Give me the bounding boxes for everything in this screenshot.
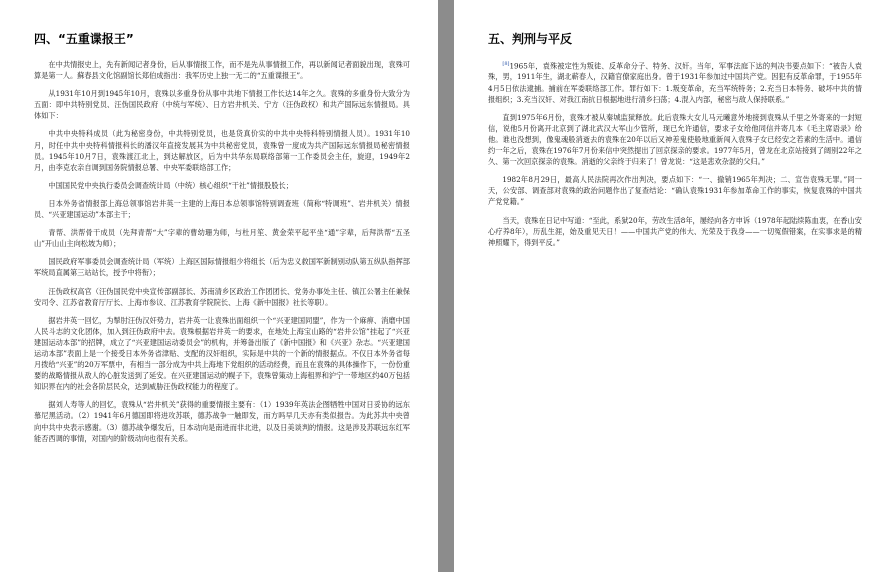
paragraph: 据岩井英一回忆，为掣肘汪伪汉奸势力，岩井英一让袁殊出面组织一个“兴亚建国同盟”，作为一个麻痹、消磨中国人民斗志的文化团体，加入到汪伪政府中去。袁殊根据岩井英一的要求，在地处上海宝山路的“岩井公馆”挂起了“兴亚建国运动本部”的招牌，成立了“兴亚建国运动委员会”的机构，并筹备出版了《新中国报》和《兴亚》杂志。“兴亚建国运动本部”表面上是一个接受日本外务省津贴、支配的汉奸组织，实际是中共的一个新的情报据点。不仅日本外务省每月拨给“兴亚”的20万军票中，有相当一部分成为中共上海地下党组织的活动经费，而且在袁殊的具体操作下，一份份重要的战略情报从敌人的心脏发送到了延安。在兴亚建国运动的幌子下，袁殊曾策动上海租界和沪宁一带地区约40万包括知识界在内的社会各阶层民众，达到威胁汪伪政权能力的程度了。 [34, 315, 410, 392]
reference-link[interactable]: [8] [502, 61, 510, 67]
paragraph: 1982年8月29日，最高人民法院再次作出判决，要点如下：“一、撤销1965年判决；二、宣告袁殊无罪。”同一天，公安部、调查部对袁殊的政治问题作出了复查结论：“确认袁殊1931年参加革命工作的事实，恢复袁殊的中国共产党党籍。” [488, 175, 862, 207]
paragraph [488, 59, 862, 105]
right-page [454, 0, 892, 572]
paragraph: 青帮、洪帮骨干成员（先拜青帮“大”字辈的曹幼珊为师，与杜月笙、黄金荣平起平坐“通”字辈，后拜洪帮“五圣山”开山山主向松坡为师）； [34, 228, 410, 249]
paragraph: 中共中央特科成员（此为秘密身份，中共特别党员，也是货真价实的中共中央特科特别情报人员）。1931年10月，时任中共中央特科情报科长的潘汉年直接发展其为中共秘密党员，袁殊曾一度成为共产国际远东情报局秘密情报员。1945年10月7日，袁殊渡江北上，到达解放区，后为中共华东局联络部第一工作委员会主任，旋迎，1949年2月，由李克农亲自调到国务院情报总署、中央军委联络部工作； [34, 129, 410, 172]
paragraph-text: 1965年，袁殊被定性为叛徒、反革命分子、特务、汉奸。当年，军事法庭下达的判决书要点如下：“被告人袁殊，男，1911年生，湖北蕲春人，汉籍官僚家庭出身。曾于1931年参加过中国共产党。因犯有反革命罪，于1955年4月5日依法逮捕。捕前在军委联络部工作。罪行如下：1.叛变革命，充当军统特务；2.充当日本特务、破坏中共的情报组织；3.充当汉奸、对我江南抗日根据地进行清乡扫荡；4.混入内部，秘密与敌人保持联系。” [488, 61, 862, 104]
paragraph: 当天，袁殊在日记中写道：“至此，系狱20年，劳改生活8年，屡经向各方申诉（1978年起陆续陈血衷，在香山安心疗养8年），历乱生涯，始及重见天日！——中国共产党的伟大、光荣及于我身——一切冤假错案，在实事求是的精神照耀下，得到平反。” [488, 215, 862, 247]
paragraph: 从1931年10月到1945年10月，袁殊以多重身份从事中共地下情报工作长达14年之久。袁殊的多重身份大致分为五面：即中共特别党员、汪伪国民政府（中统与军统）、日方岩井机关、宁方（汪伪政权）和共产国际远东情报局。具体如下： [34, 89, 410, 121]
paragraph: 汪伪政权高官（汪伪国民党中央宣传部副部长、苏南清乡区政治工作团团长、党务办事处主任、镇江公署主任兼保安司令、江苏省教育厅厅长、上海市参议、江苏教育学院院长、上海《新中国报》社长等职）。 [34, 286, 410, 307]
paragraph: 据刘人寿等人的回忆，袁殊从“岩井机关”获得的重要情报主要有：（1）1939年英法企图牺牲中国对日妥协的远东慕尼黑活动。（2）1941年6月德国即将进攻苏联，德苏战争一触即发，而方吗早几天亦有类似报告。为此苏共中央曾向中共中央表示感谢。（3）德苏战争爆发后，日本动向是南进而非北进，以及日美谈判的情报。这是涉及苏联远东红军能否西调的事情，对国内的阶级动向也很有关系。 [34, 400, 410, 443]
page-gutter [438, 0, 454, 572]
section-title: 四、“五重谍报王” [34, 32, 134, 46]
paragraph: 在中共情报史上，先有新闻记者身份，后从事情报工作，而不是先从事情报工作，再以新闻记者面貌出现，袁殊可算是第一人。蘇春县文化馆副馆长郑伯成指出：我军历史上独一无二的“五重谍报王”。 [34, 60, 410, 81]
left-page [0, 0, 438, 572]
paragraph: 日本外务省情报部上海总领事馆岩井英一主建的上海日本总领事馆特别调查班（简称“特调班”、岩井机关）情报员、“兴亚建国运动”本部主干； [34, 198, 410, 220]
paragraph: 国民政府军事委员会调查统计局（军统）上海区国际情报组少将组长（后为忠义救国军新制别动队第五纵队指挥部军统局直属第三站站长，授予中将衔）； [34, 257, 410, 278]
paragraph: 直到1975年6月份，袁殊才被从秦城监狱释放。此后袁殊大女儿马元曦意外地接到袁殊从千里之外寄来的一封短信，说他5月份离开北京到了湖北武汉大军山少管所，现已允许通信，要求子女给他同信并寄几本《毛主席语录》给他。谁也没想到，像鬼魂般消逝去的袁殊在20年以后又神差鬼使般地重新闯入袁殊子女已经安之若素的生活中。通信约一年之后，袁殊在1976年7月份来信中突然提出了回京探亲的要求。1977年5月，曾龙在北京站接到了阔别22年之久、第一次回京探亲的袁殊。消逝的父亲终于归来了！曾龙说：“这是悲欢杂混的父归。” [488, 112, 862, 167]
paragraph: 中国国民党中央执行委员会调查统计局（中统）核心组织“干社”情报股股长； [48, 180, 293, 190]
section-title: 五、判刑与平反 [488, 32, 573, 46]
